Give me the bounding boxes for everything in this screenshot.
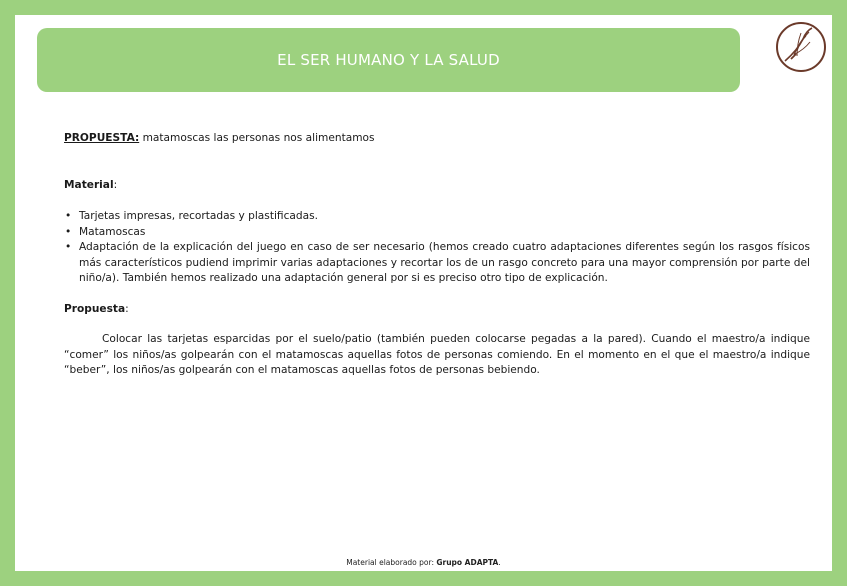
page-title: EL SER HUMANO Y LA SALUD [277,51,500,69]
material-label: Material [64,178,114,191]
proposal-label: PROPUESTA: [64,132,140,144]
list-item: • Tarjetas impresas, recortadas y plastificadas. [79,209,810,225]
instructions-text: Colocar las tarjetas esparcidas por el suelo/patio (también pueden colocarse pegadas a la pared). Cuando el maestro/a indique “comer” los niños/as golpearán con el matamoscas aquellas fotos de personas comiendo. En el momento en el que el maestro/a indique “beber”, los niños/as golpearán con el matamoscas aquellas fotos de personas bebiendo. [64,333,810,376]
instructions-label: Propuesta [64,302,126,315]
proposal-text: matamoscas las personas nos alimentamos [139,132,375,144]
material-list [64,209,810,287]
list-item: • Adaptación de la explicación del juego en caso de ser necesario (hemos creado cuatro adaptaciones diferentes según los rasgos físicos más característicos pudiend imprimir varias adaptaciones y recortar los de un rasgo concreto para una mayor comprensión por parte del niño/a). También hemos realizado una adaptación general por si es preciso otro tipo de explicación. [79,240,810,287]
instructions-heading [64,302,810,318]
main-content [64,131,810,379]
footer-credit [15,558,832,567]
feather-logo-icon [775,21,827,73]
footer-suffix: . [498,558,501,567]
instructions-suffix: : [125,302,129,315]
material-heading [64,178,810,194]
footer-author: Grupo ADAPTA [436,558,499,567]
footer-prefix: Material elaborado por: [346,558,437,567]
proposal-line [64,131,810,147]
material-suffix: : [113,178,118,191]
list-item: • Matamoscas [79,225,810,241]
document-page [15,15,832,571]
title-banner [37,28,740,92]
